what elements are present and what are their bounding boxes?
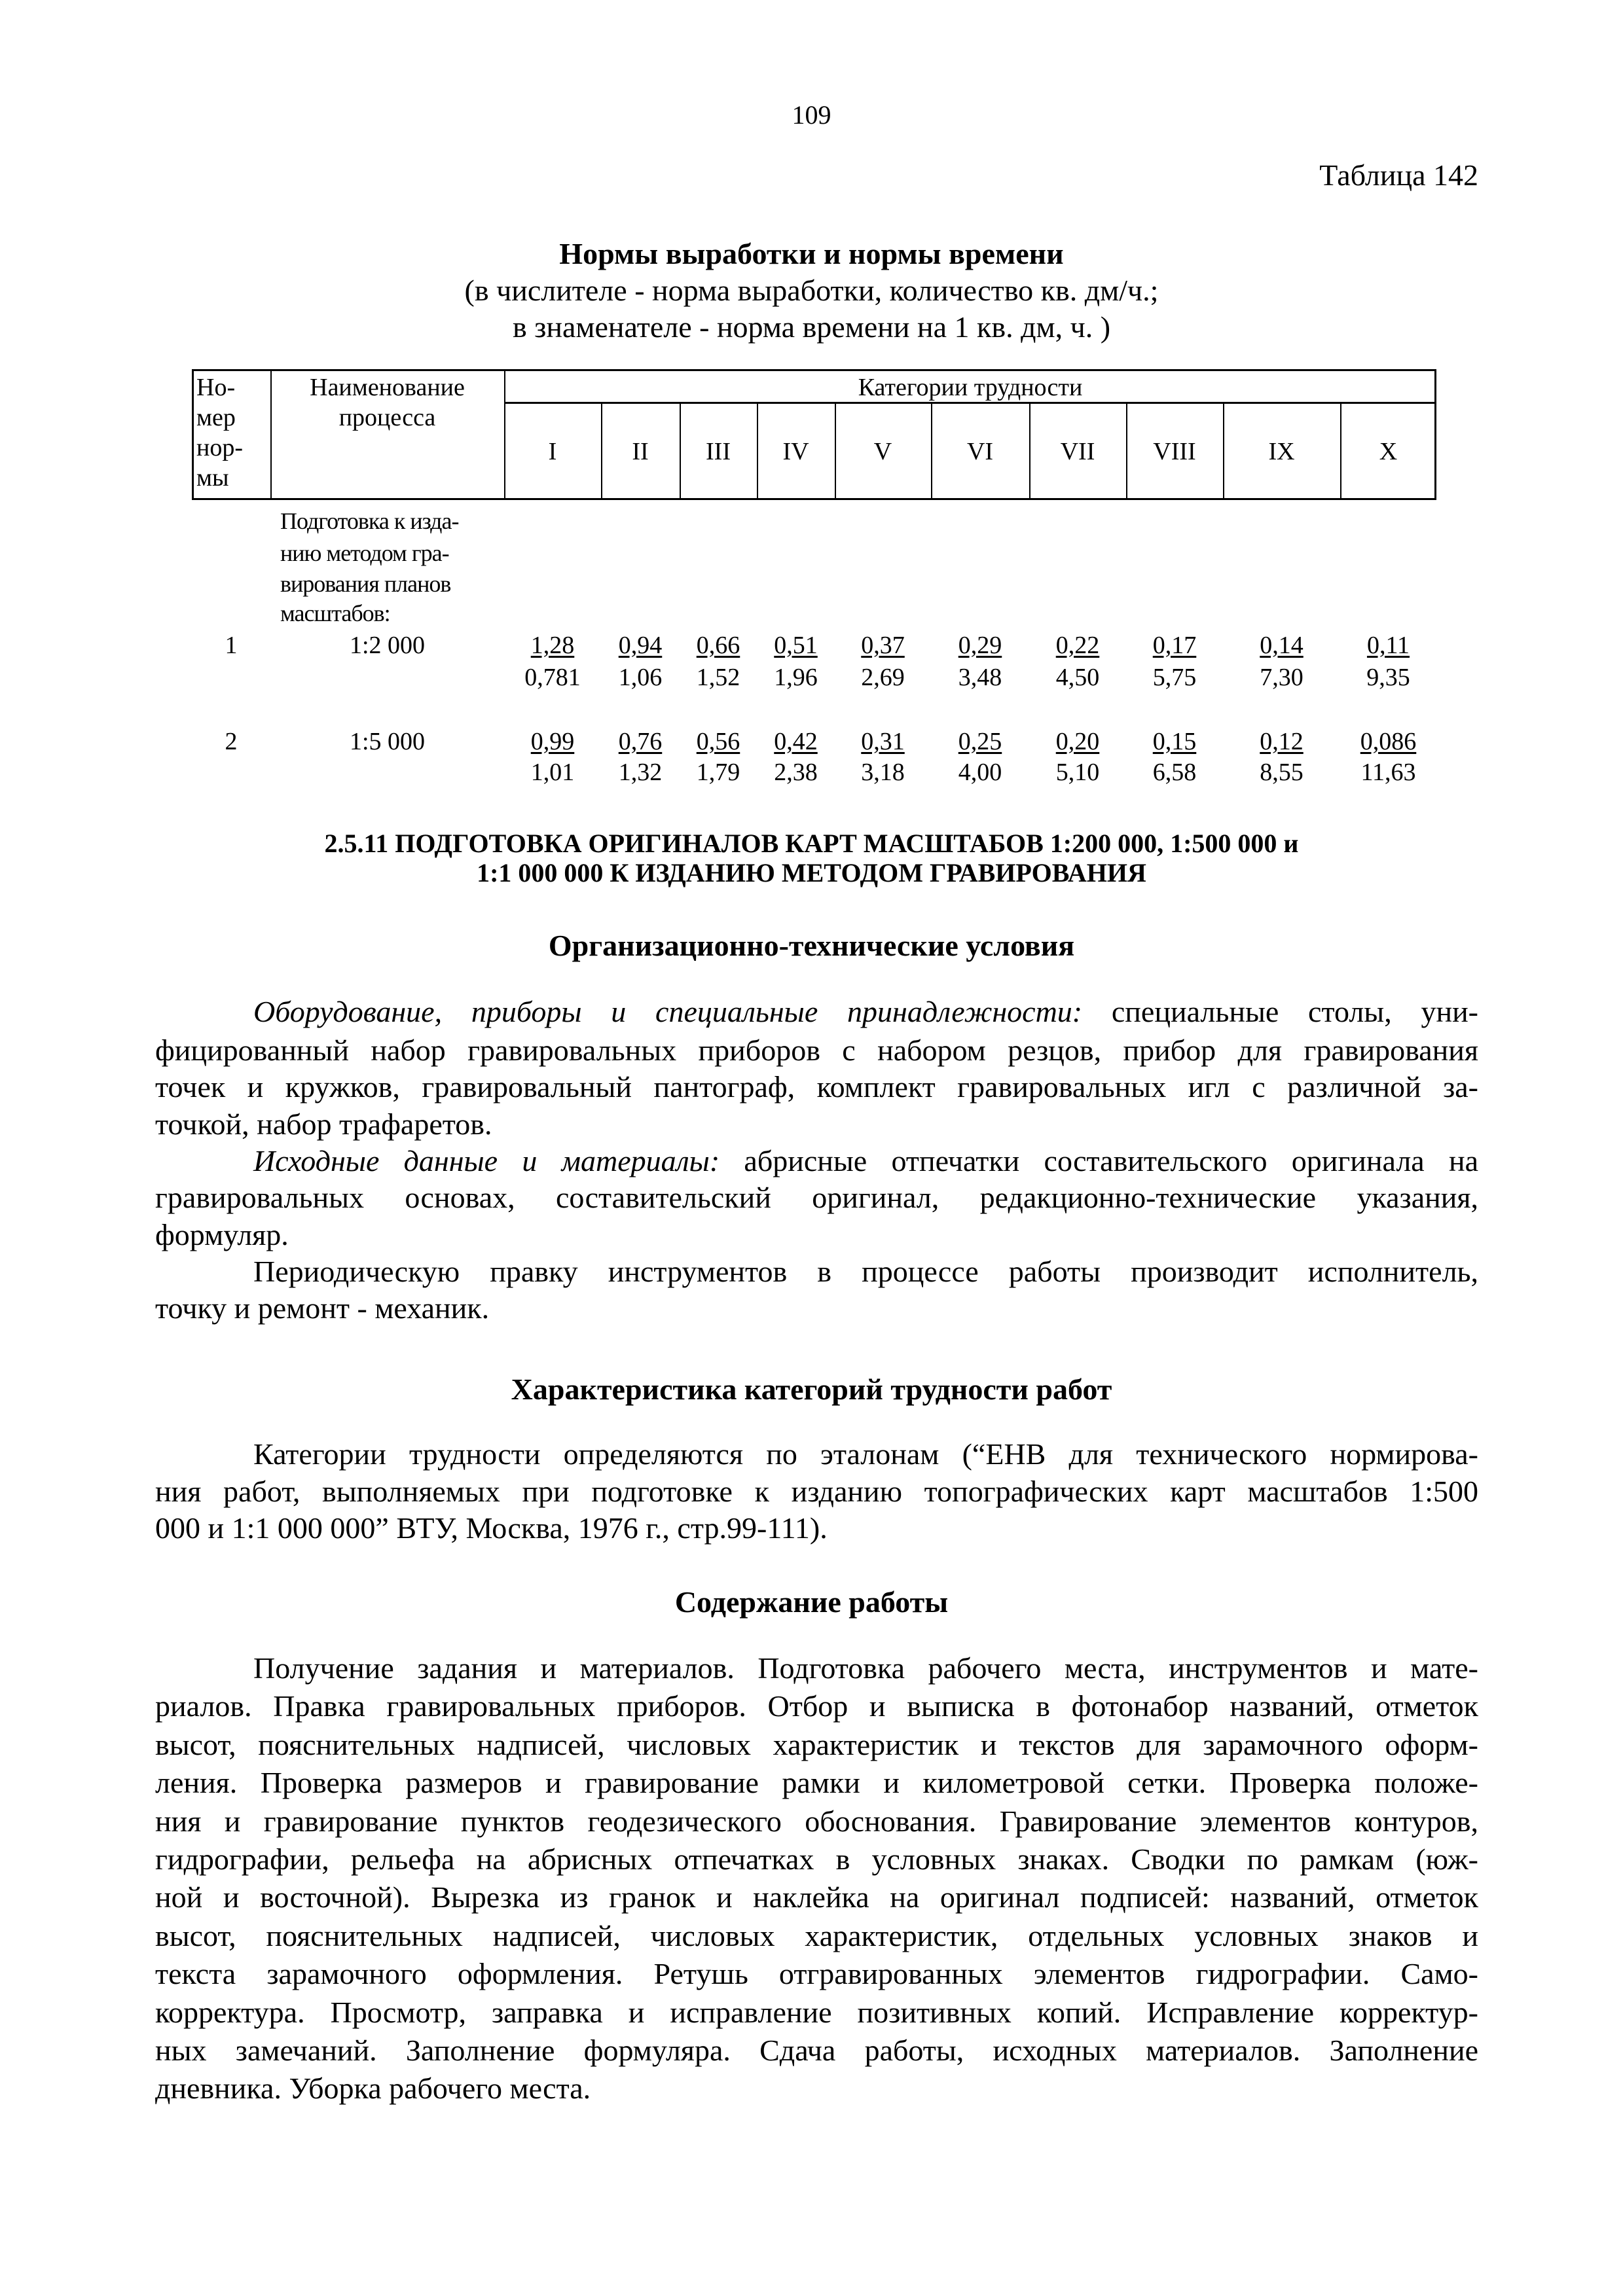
header-category-7: VII — [1060, 438, 1095, 465]
header-categories: Категории трудности — [858, 374, 1083, 401]
numerator: 0,17 — [1152, 632, 1197, 659]
page-number: 109 — [792, 100, 831, 130]
numerator: 0,51 — [774, 632, 818, 659]
numerator: 0,14 — [1260, 632, 1304, 659]
numerator: 0,25 — [958, 728, 1002, 755]
line-text: высот, пояснительных надписей, числовых характеристик, отдельных условных знаков и — [155, 1919, 1478, 1952]
numerator: 0,12 — [1260, 728, 1304, 755]
numerator: 0,15 — [1152, 728, 1197, 755]
text-line — [155, 1032, 1478, 1069]
line-text: 000 и 1:1 000 000” ВТУ, Москва, 1976 г., стр.99-111). — [155, 1511, 828, 1545]
line-text: ных замечаний. Заполнение формуляра. Сдача работы, исходных материалов. Заполнение — [155, 2034, 1478, 2067]
table-subtitle-2: в знаменателе - норма времени на 1 кв. дм, ч. ) — [512, 310, 1111, 344]
text-line — [155, 2032, 1478, 2069]
group-label: Подготовка к изда- — [280, 508, 459, 534]
norm-time-value: 1,96 — [774, 664, 818, 691]
line-text: риалов. Правка гравировальных приборов. Отбор и выписка в фотонабор названий, отметок — [155, 1689, 1478, 1723]
text-line — [155, 1994, 1478, 2031]
header-category-8: VIII — [1153, 438, 1196, 465]
table-label: Таблица 142 — [1319, 158, 1478, 192]
norm-output-value — [835, 631, 931, 660]
line-text: Категории трудности определяются по эталонам (“ЕНВ для технического нормирова- — [253, 1437, 1478, 1471]
text-line — [155, 1290, 1478, 1327]
norm-output-value — [1223, 631, 1340, 660]
norm-time-value: 1,79 — [696, 759, 740, 786]
header-number: нор- — [196, 434, 243, 461]
norm-output-value — [1029, 631, 1126, 660]
norm-output-value — [757, 727, 835, 756]
line-text: Получение задания и материалов. Подготовка рабочего места, инструментов и мате- — [253, 1651, 1478, 1685]
norm-output-value — [680, 631, 757, 660]
norm-output-value — [1223, 727, 1340, 756]
header-category-6: VI — [966, 438, 994, 465]
italic-lead: Оборудование, приборы и специальные принадлежности: — [253, 995, 1083, 1028]
text-line — [155, 1650, 1478, 1687]
header-category-5: V — [873, 438, 892, 465]
text-line — [155, 2070, 1478, 2107]
numerator: 0,086 — [1360, 728, 1417, 755]
text-line — [155, 1879, 1478, 1916]
numerator: 0,76 — [618, 728, 663, 755]
norm-time-value: 5,75 — [1152, 664, 1197, 691]
numerator: 0,94 — [618, 632, 663, 659]
row-number: 2 — [225, 728, 238, 755]
line-text: Периодическую правку инструментов в процессе работы производит исполнитель, — [253, 1255, 1478, 1288]
norm-time-value: 1,52 — [696, 664, 740, 691]
numerator: 0,56 — [696, 728, 740, 755]
norm-output-value — [601, 631, 680, 660]
categories-heading: Характеристика категорий трудности работ — [511, 1372, 1112, 1406]
header-process: Наименование — [310, 374, 465, 401]
norm-time-value: 1,01 — [530, 759, 575, 786]
norm-output-value — [1126, 727, 1223, 756]
numerator: 0,20 — [1055, 728, 1100, 755]
norm-time-value: 3,18 — [861, 759, 905, 786]
numerator: 0,29 — [958, 632, 1002, 659]
norm-time-value: 5,10 — [1055, 759, 1100, 786]
line-text: специальные столы, уни- — [1082, 995, 1479, 1028]
line-text: корректура. Просмотр, заправка и исправление позитивных копий. Исправление корректур- — [155, 1996, 1478, 2029]
text-line — [155, 1688, 1478, 1725]
header-category-4: IV — [782, 438, 809, 465]
text-line — [155, 1956, 1478, 1992]
norm-output-value — [1126, 631, 1223, 660]
header-process: процесса — [338, 404, 436, 431]
line-text: текста зарамочного оформления. Ретушь отгравированных элементов гидрографии. Само- — [155, 1957, 1478, 1990]
norm-time-value: 2,69 — [861, 664, 905, 691]
text-line — [155, 1253, 1478, 1290]
norm-output-value — [680, 727, 757, 756]
text-line — [155, 1841, 1478, 1878]
norm-output-value — [931, 631, 1029, 660]
line-text: ления. Проверка размеров и гравирование рамки и километровой сетки. Проверка положе- — [155, 1766, 1478, 1799]
line-text: высот, пояснительных надписей, числовых характеристик и текстов для зарамочного оформ- — [155, 1728, 1478, 1761]
norm-time-value: 8,55 — [1260, 759, 1304, 786]
numerator: 0,31 — [861, 728, 905, 755]
table-subtitle-1: (в числителе - норма выработки, количество кв. дм/ч.; — [464, 274, 1159, 307]
text-line — [155, 1179, 1478, 1216]
norm-time-value: 4,50 — [1055, 664, 1100, 691]
line-text: точкой, набор трафаретов. — [155, 1107, 492, 1141]
table-divider — [504, 402, 1436, 404]
norm-output-value — [504, 631, 601, 660]
text-line — [155, 1765, 1478, 1801]
line-text: дневника. Уборка рабочего места. — [155, 2072, 591, 2105]
content-heading: Содержание работы — [674, 1585, 949, 1619]
line-text: абрисные отпечатки составительского оригинала на — [720, 1144, 1478, 1177]
norm-output-value — [1029, 727, 1126, 756]
numerator: 0,66 — [696, 632, 740, 659]
section-heading-2: 1:1 000 000 К ИЗДАНИЮ МЕТОДОМ ГРАВИРОВАНИЯ — [477, 858, 1146, 888]
row-process: 1:5 000 — [349, 728, 426, 755]
numerator: 0,42 — [774, 728, 818, 755]
norm-time-value: 3,48 — [958, 664, 1002, 691]
line-text: точек и кружков, гравировальный пантограф, комплект гравировальных игл с различной за- — [155, 1070, 1478, 1103]
header-category-2: II — [632, 438, 649, 465]
header-number: мы — [196, 464, 229, 492]
norm-time-value: 11,63 — [1360, 759, 1416, 786]
line-text: точку и ремонт - механик. — [155, 1291, 490, 1325]
line-text: фицированный набор гравировальных приборов с набором резцов, прибор для гравирования — [155, 1033, 1478, 1067]
norm-output-value — [504, 727, 601, 756]
text-line — [155, 1473, 1478, 1510]
header-number: мер — [196, 404, 236, 431]
norm-output-value — [757, 631, 835, 660]
group-label: масштабов: — [280, 600, 390, 626]
header-category-10: X — [1379, 438, 1398, 465]
numerator: 0,11 — [1366, 632, 1410, 659]
header-category-9: IX — [1268, 438, 1295, 465]
norm-time-value: 6,58 — [1152, 759, 1197, 786]
norm-output-value — [601, 727, 680, 756]
text-line — [155, 1918, 1478, 1954]
line-text: ной и восточной). Вырезка из гранок и наклейка на оригинал подписей: названий, отметок — [155, 1880, 1478, 1914]
line-text: ния и гравирование пунктов геодезического обоснования. Гравирование элементов контуров, — [155, 1804, 1478, 1838]
line-text: формуляр. — [155, 1218, 289, 1251]
norm-time-value: 1,06 — [618, 664, 663, 691]
norm-time-value: 7,30 — [1260, 664, 1304, 691]
norm-time-value: 1,32 — [618, 759, 663, 786]
text-line — [155, 1106, 1478, 1143]
header-number: Но- — [196, 374, 236, 401]
header-category-1: I — [548, 438, 557, 465]
table-title: Нормы выработки и нормы времени — [559, 237, 1064, 270]
section-heading-1: 2.5.11 ПОДГОТОВКА ОРИГИНАЛОВ КАРТ МАСШТАБОВ 1:200 000, 1:500 000 и — [324, 829, 1299, 858]
text-line — [155, 1217, 1478, 1253]
text-line — [155, 994, 1478, 1030]
norm-time-value: 9,35 — [1366, 664, 1410, 691]
norm-output-value — [1340, 727, 1436, 756]
row-process: 1:2 000 — [349, 632, 426, 659]
text-line — [155, 1803, 1478, 1840]
line-text: ния работ, выполняемых при подготовке к изданию топографических карт масштабов 1:500 — [155, 1475, 1478, 1508]
header-category-3: III — [706, 438, 731, 465]
text-line — [155, 1436, 1478, 1473]
norm-time-value: 2,38 — [774, 759, 818, 786]
org-heading: Организационно-технические условия — [548, 929, 1075, 962]
text-line — [155, 1143, 1478, 1179]
line-text: гравировальных основах, составительский оригинал, редакционно-технические указания, — [155, 1181, 1478, 1214]
text-line — [155, 1510, 1478, 1547]
norm-time-value: 0,781 — [524, 664, 581, 691]
italic-lead: Исходные данные и материалы: — [253, 1144, 720, 1177]
line-text: гидрографии, рельефа на абрисных отпечатках в условных знаках. Сводки по рамкам (юж- — [155, 1842, 1478, 1876]
numerator: 1,28 — [530, 632, 575, 659]
numerator: 0,22 — [1055, 632, 1100, 659]
numerator: 0,37 — [861, 632, 905, 659]
group-label: нию методом гра- — [280, 540, 449, 566]
norm-output-value — [1340, 631, 1436, 660]
text-line — [155, 1727, 1478, 1763]
group-label: вирования планов — [280, 571, 451, 597]
row-number: 1 — [225, 632, 238, 659]
norm-output-value — [835, 727, 931, 756]
text-line — [155, 1069, 1478, 1105]
numerator: 0,99 — [530, 728, 575, 755]
norm-time-value: 4,00 — [958, 759, 1002, 786]
norm-output-value — [931, 727, 1029, 756]
